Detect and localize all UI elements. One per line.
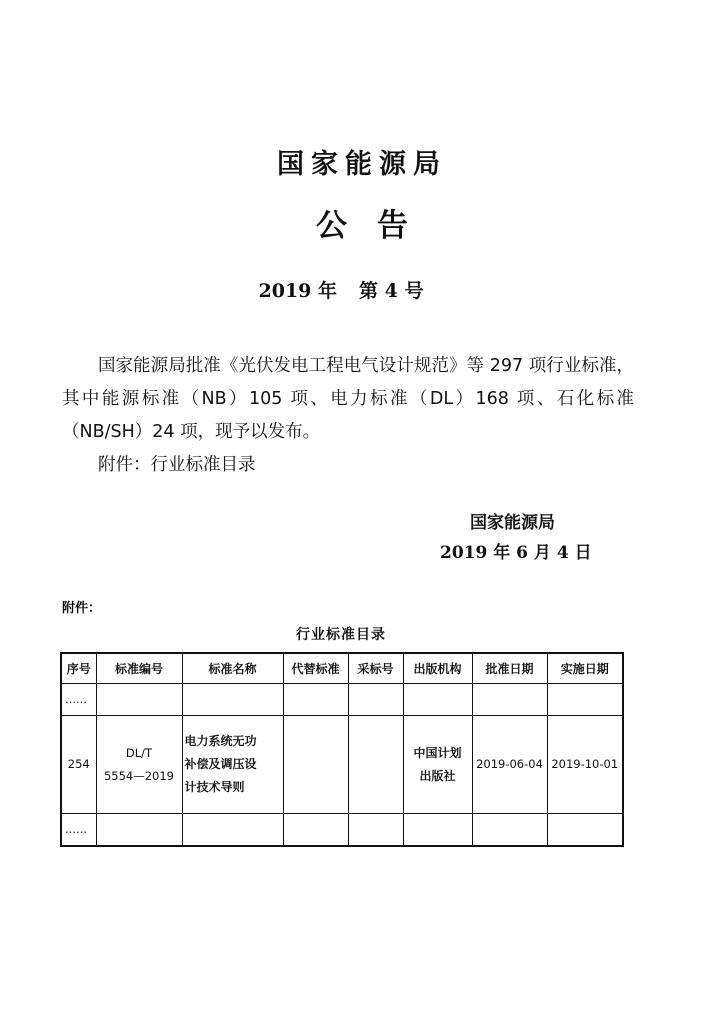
standards-catalog-table [60, 652, 624, 847]
column-header: 标准名称 [182, 653, 283, 684]
column-header: 标准编号 [96, 653, 182, 684]
approval-date-cell: 2019-06-04 [472, 716, 547, 814]
announcement-paragraph: 国家能源局批准《光伏发电工程电气设计规范》等 297 项行业标准，其中能源标准（NB）105 项、电力标准（DL）168 项、石化标准（NB/SH）24 项，现予以发布。 [62, 356, 634, 442]
effective-date-cell: 2019-10-01 [547, 716, 623, 814]
announcement-body [62, 350, 634, 482]
ellipsis-cell: …… [61, 684, 96, 716]
replaces-cell [283, 716, 348, 814]
code-line: 5554—2019 [103, 768, 175, 783]
seq-cell: 254 [61, 716, 96, 814]
document-issue-number: 第 4 号 [359, 280, 424, 302]
column-header: 出版机构 [403, 653, 472, 684]
column-header: 采标号 [348, 653, 403, 684]
publisher-cell [403, 716, 472, 814]
attachment-note: 附件：行业标准目录 [98, 455, 256, 475]
table-row [61, 716, 623, 814]
column-header: 序号 [61, 653, 96, 684]
name-line: 计技术导则 [184, 780, 245, 794]
table-row [61, 684, 623, 716]
attachment-label: 附件： [62, 601, 102, 616]
table-row [61, 814, 623, 847]
ellipsis-cell: …… [61, 814, 96, 847]
document-year: 2019 年 [258, 280, 338, 302]
column-header: 批准日期 [472, 653, 547, 684]
column-header: 实施日期 [547, 653, 623, 684]
catalog-title: 行业标准目录 [296, 627, 386, 643]
name-line: 电力系统无功 [184, 734, 257, 748]
agency-heading: 国家能源局 [277, 149, 447, 180]
code-line: DL/T [125, 745, 153, 760]
issue-date: 2019 年 6 月 4 日 [440, 543, 592, 563]
issuer-signature: 国家能源局 [470, 513, 555, 533]
publisher-line: 出版社 [419, 768, 456, 783]
table-header-row [61, 653, 623, 684]
name-cell [182, 716, 283, 814]
document-type-heading: 公告 [316, 208, 438, 244]
code-cell [96, 716, 182, 814]
name-line: 补偿及调压设 [184, 757, 257, 771]
column-header: 代替标准 [283, 653, 348, 684]
publisher-line: 中国计划 [413, 745, 462, 760]
adopted-cell [348, 716, 403, 814]
document-number [0, 276, 682, 303]
